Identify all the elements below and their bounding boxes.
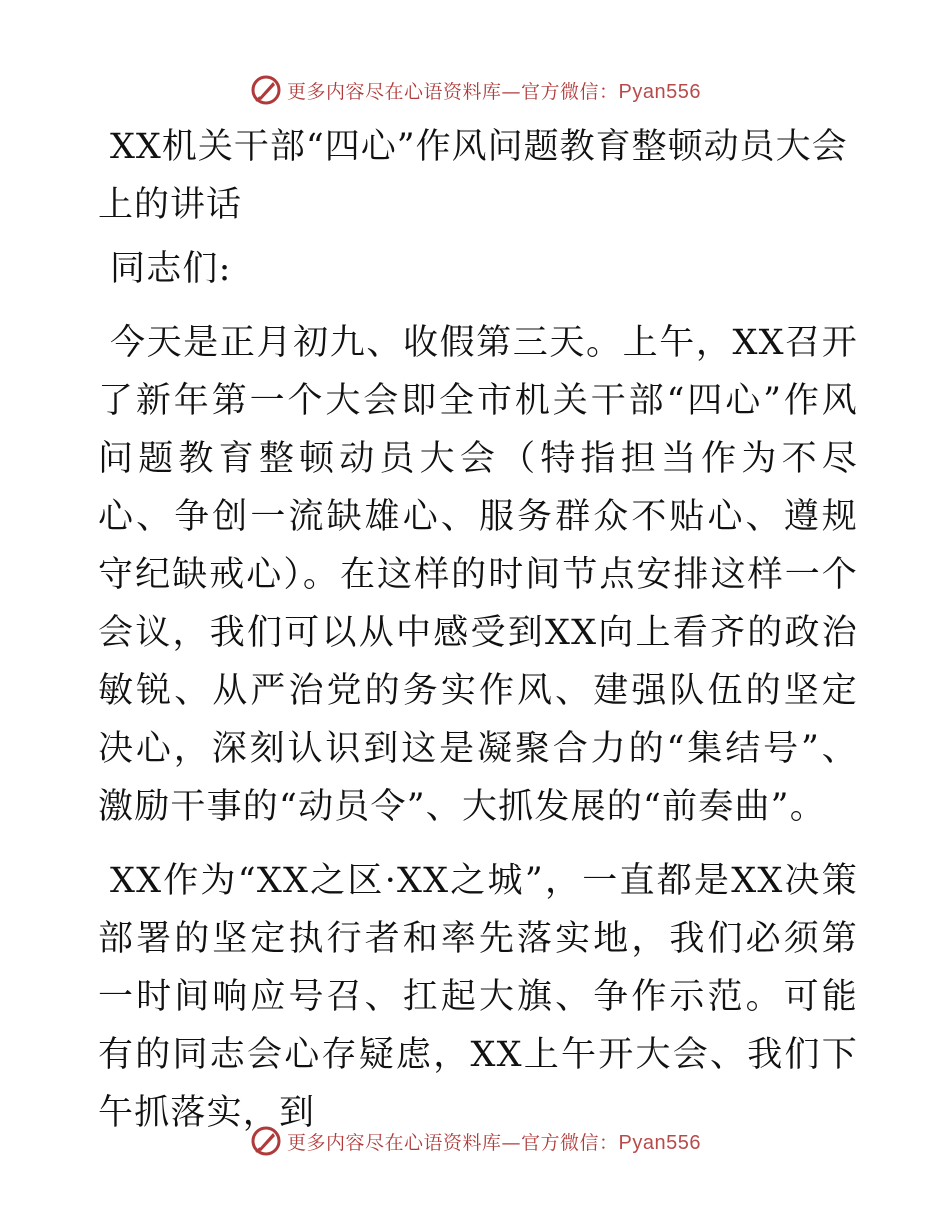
feather-seal-icon <box>249 73 283 107</box>
watermark-text: 更多内容尽在心语资料库—官方微信：Pyan556 <box>287 1131 701 1154</box>
watermark-banner-top <box>0 73 950 107</box>
watermark-text: 更多内容尽在心语资料库—官方微信：Pyan556 <box>287 80 701 103</box>
document-title <box>98 118 858 234</box>
wechat-handle: Pyan556 <box>618 80 701 103</box>
paragraph-1: 今天是正月初九、收假第三天。上午，XX召开了新年第一个大会即全市机关干部“四心”作风问题教育整顿动员大会（特指担当作为不尽心、争创一流缺雄心、服务群众不贴心、遵规守纪缺戒心）。在这样的时间节点安排这样一个会议，我们可以从中感受到XX向上看齐的政治敏锐、从严治党的务实作风、建强队伍的坚定决心，深刻认识到这是凝聚合力的“集结号”、激励干事的“动员令”、大抓发展的“前奏曲”。 <box>98 323 858 827</box>
watermark-banner-bottom <box>0 1124 950 1158</box>
title-line-1: XX机关干部“四心”作风问题教育整顿动员大会 <box>110 127 848 167</box>
wechat-handle: Pyan556 <box>618 1131 701 1154</box>
paragraph-2: XX作为“XX之区·XX之城”，一直都是XX决策部署的坚定执行者和率先落实地，我们必须第一时间响应号召、扛起大旗、争作示范。可能有的同志会心存疑虑，XX上午开大会、我们下午抓落实，到 <box>98 861 858 1133</box>
salutation: 同志们: <box>110 249 232 289</box>
feather-seal-icon <box>249 1124 283 1158</box>
document-body <box>98 118 858 1158</box>
title-line-2: 上的讲话 <box>98 185 243 225</box>
